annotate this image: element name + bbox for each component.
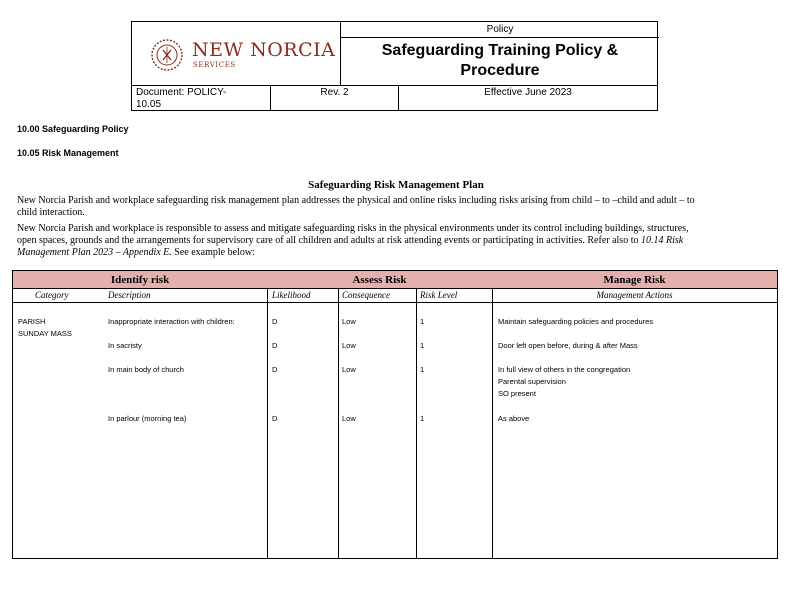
document-number-line-2: 10.05 [136,99,162,110]
title-line-2: Procedure [460,62,540,79]
table-row-risk: 1 [420,341,425,350]
risk-management-table [12,270,778,559]
table-row-description: Inappropriate interaction with children: [108,317,235,326]
document-number [132,86,271,111]
plan-paragraph-2 [17,223,769,259]
title-line-1: Safeguarding Training Policy & [381,42,619,59]
table-row-description: In parlour (morning tea) [108,414,187,423]
action-line: In full view of others in the congregation [498,365,631,374]
table-group-header [13,271,777,289]
revision: Rev. 2 [271,86,399,111]
logo-brand-text: NEW NORCIA [192,39,336,61]
table-row-consequence: Low [342,365,356,374]
policy-label: Policy [341,22,659,38]
table-row-likelihood: D [272,341,278,350]
para1-line-2: child interaction. [17,207,85,218]
col-description: Description [108,290,151,300]
appendix-reference-a: 10.14 Risk [640,235,684,246]
table-row-likelihood: D [272,414,278,423]
col-management-actions: Management Actions [596,290,673,300]
para2-line-2 [17,235,769,247]
divider [416,289,417,558]
action-line: SO present [498,389,536,398]
table-row-consequence: Low [342,414,356,423]
col-consequence: Consequence [342,290,390,300]
table-row-actions [498,364,630,400]
document-number-line-1: Document: POLICY- [136,87,227,98]
para2-tail: See example below: [171,247,255,258]
document-header [131,21,658,111]
appendix-reference-b: Management Plan 2023 – Appendix E. [17,247,172,258]
para2-line-1: New Norcia Parish and workplace is responsible to assess and mitigate safeguarding risks in the physical environments under its control including buildings, structures, [17,223,689,234]
table-column-header [13,289,777,303]
table-row-likelihood: D [272,317,278,326]
category-line-2: SUNDAY MASS [18,329,72,338]
col-risk-level: Risk Level [420,290,458,300]
table-row-risk: 1 [420,365,425,374]
table-row-description: In main body of church [108,365,184,374]
category-cell [18,316,72,340]
group-assess-risk: Assess Risk [352,274,407,286]
divider [267,289,268,558]
table-row-risk: 1 [420,317,425,326]
group-manage-risk: Manage Risk [603,274,666,286]
col-category: Category [35,290,69,300]
table-row-description: In sacristy [108,341,142,350]
table-row-action: As above [498,414,530,423]
divider [492,289,493,558]
plan-paragraph-1 [17,195,769,219]
col-likelihood: Likelihood [272,290,311,300]
document-meta-row [132,85,657,111]
action-line: Parental supervision [498,377,566,386]
document-title [341,38,659,85]
table-row-consequence: Low [342,317,356,326]
table-row-risk: 1 [420,414,425,423]
seal-icon [150,38,184,72]
para2-text: open spaces, grounds and the arrangements for supervisory care of all children and adults at risk attending events or participating in activities. Refer also to [17,235,639,246]
table-row-action: Door left open before, during & after Mass [498,341,638,350]
table-row-consequence: Low [342,341,356,350]
group-identify-risk: Identify risk [110,274,170,286]
logo-sub-text: SERVICES [193,61,236,69]
table-row-action: Maintain safeguarding policies and procedures [498,317,654,326]
para2-line-3 [17,247,769,259]
effective-date: Effective June 2023 [484,87,572,98]
para1-line-1: New Norcia Parish and workplace safeguarding risk management plan addresses the physical and online risks including risks arising from child – to –child and adult – to [17,195,695,206]
divider [338,289,339,558]
category-line-1: PARISH [18,317,46,326]
policy-heading: 10.00 Safeguarding Policy [17,124,129,134]
logo-cell [132,22,341,85]
sub-heading: 10.05 Risk Management [17,148,119,158]
new-norcia-logo [150,38,336,72]
plan-title: Safeguarding Risk Management Plan [308,179,484,191]
table-row-likelihood: D [272,365,278,374]
